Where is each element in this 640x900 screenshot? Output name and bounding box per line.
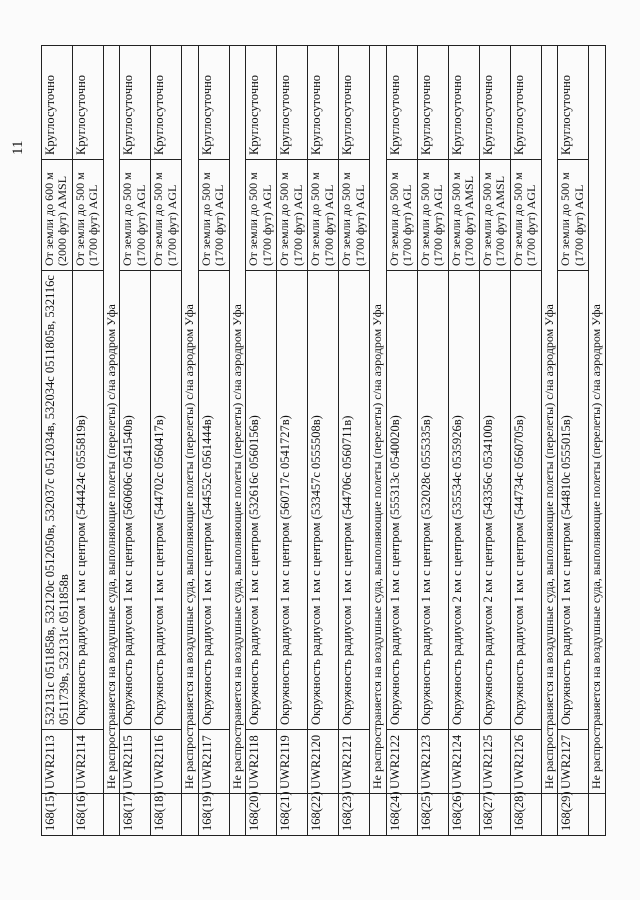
- zone-code-cell: UWR2119: [277, 730, 308, 794]
- row-number-cell: 168(24): [386, 794, 417, 836]
- operating-time-cell: Круглосуточно: [417, 46, 448, 160]
- note-text: Не распространяется на воздушные суда, выполняющие полеты (перелеты) с/на аэродром Уфа: [370, 46, 386, 794]
- altitude-limit-cell: От земли до 500 м (1700 фут) AGL: [198, 160, 229, 271]
- note-empty-cell: [229, 794, 245, 836]
- table-row: [448, 46, 479, 836]
- note-row: [182, 46, 198, 836]
- zone-description-cell: Окружность радиусом 1 км с центром (544734с 0560705в): [510, 271, 541, 730]
- table-row: [73, 46, 104, 836]
- zone-description-cell: Окружность радиусом 1 км с центром (544702с 0560417в): [151, 271, 182, 730]
- table-row: [246, 46, 277, 836]
- row-number-cell: 168(23): [339, 794, 370, 836]
- note-text: Не распространяется на воздушные суда, выполняющие полеты (перелеты) с/на аэродром Уфа: [182, 46, 198, 794]
- operating-time-cell: Круглосуточно: [510, 46, 541, 160]
- table-row: [417, 46, 448, 836]
- altitude-limit-cell: От земли до 500 м (1700 фут) AGL: [386, 160, 417, 271]
- table-row: [339, 46, 370, 836]
- note-text: Не распространяется на воздушные суда, выполняющие полеты (перелеты) с/на аэродром Уфа: [104, 46, 120, 794]
- row-number-cell: 168(25): [417, 794, 448, 836]
- table-row: [479, 46, 510, 836]
- zone-description-cell: Окружность радиусом 1 км с центром (532028с 0555335в): [417, 271, 448, 730]
- row-number-cell: 168(29): [558, 794, 589, 836]
- table-row: [151, 46, 182, 836]
- table-row: [510, 46, 541, 836]
- altitude-limit-cell: От земли до 600 м (2000 фут) AMSL: [42, 160, 73, 271]
- zone-description-cell: Окружность радиусом 1 км с центром (532616с 0560156в): [246, 271, 277, 730]
- operating-time-cell: Круглосуточно: [198, 46, 229, 160]
- zone-code-cell: UWR2126: [510, 730, 541, 794]
- operating-time-cell: Круглосуточно: [339, 46, 370, 160]
- table-body: [42, 46, 606, 836]
- note-empty-cell: [370, 794, 386, 836]
- zone-description-cell: Окружность радиусом 1 км с центром (533457с 0555508в): [308, 271, 339, 730]
- operating-time-cell: Круглосуточно: [42, 46, 73, 160]
- zone-code-cell: UWR2115: [120, 730, 151, 794]
- operating-time-cell: Круглосуточно: [277, 46, 308, 160]
- zone-code-cell: UWR2124: [448, 730, 479, 794]
- row-number-cell: 168(15): [42, 794, 73, 836]
- table-row: [308, 46, 339, 836]
- zone-description-cell: Окружность радиусом 1 км с центром (544424с 0555819в): [73, 271, 104, 730]
- altitude-limit-cell: От земли до 500 м (1700 фут) AGL: [558, 160, 589, 271]
- zone-code-cell: UWR2113: [42, 730, 73, 794]
- operating-time-cell: Круглосуточно: [73, 46, 104, 160]
- operating-time-cell: Круглосуточно: [120, 46, 151, 160]
- row-number-cell: 168(19): [198, 794, 229, 836]
- zone-code-cell: UWR2127: [558, 730, 589, 794]
- altitude-limit-cell: От земли до 500 м (1700 фут) AGL: [151, 160, 182, 271]
- operating-time-cell: Круглосуточно: [448, 46, 479, 160]
- zone-description-cell: Окружность радиусом 1 км с центром (544810с 0555015в): [558, 271, 589, 730]
- row-number-cell: 168(22): [308, 794, 339, 836]
- note-empty-cell: [589, 794, 605, 836]
- table-row: [277, 46, 308, 836]
- note-row: [229, 46, 245, 836]
- row-number-cell: 168(21): [277, 794, 308, 836]
- note-empty-cell: [182, 794, 198, 836]
- operating-time-cell: Круглосуточно: [151, 46, 182, 160]
- note-row: [370, 46, 386, 836]
- zone-description-cell: Окружность радиусом 2 км с центром (535534с 0535926в): [448, 271, 479, 730]
- altitude-limit-cell: От земли до 500 м (1700 фут) AGL: [120, 160, 151, 271]
- altitude-limit-cell: От земли до 500 м (1700 фут) AGL: [339, 160, 370, 271]
- zone-description-cell: Окружность радиусом 1 км с центром (544706с 0560711в): [339, 271, 370, 730]
- zone-description-cell: 532131с 0511858в, 532120с 0512050в, 532037с 0512034в, 532034с 0511805в, 532116с 0511739в, 532131с 0511858в: [42, 271, 73, 730]
- altitude-limit-cell: От земли до 500 м (1700 фут) AGL: [510, 160, 541, 271]
- table-row: [198, 46, 229, 836]
- zone-description-cell: Окружность радиусом 1 км с центром (560717с 0541727в): [277, 271, 308, 730]
- rotated-table-wrapper: [41, 46, 613, 836]
- row-number-cell: 168(16): [73, 794, 104, 836]
- altitude-limit-cell: От земли до 500 м (1700 фут) AGL: [308, 160, 339, 271]
- zone-code-cell: UWR2122: [386, 730, 417, 794]
- row-number-cell: 168(28): [510, 794, 541, 836]
- operating-time-cell: Круглосуточно: [308, 46, 339, 160]
- zone-code-cell: UWR2118: [246, 730, 277, 794]
- altitude-limit-cell: От земли до 500 м (1700 фут) AMSL: [448, 160, 479, 271]
- note-text: Не распространяется на воздушные суда, выполняющие полеты (перелеты) с/на аэродром Уфа: [229, 46, 245, 794]
- note-text: Не распространяется на воздушные суда, выполняющие полеты (перелеты) с/на аэродром Уфа: [541, 46, 557, 794]
- altitude-limit-cell: От земли до 500 м (1700 фут) AGL: [277, 160, 308, 271]
- operating-time-cell: Круглосуточно: [558, 46, 589, 160]
- table-row: [386, 46, 417, 836]
- note-empty-cell: [104, 794, 120, 836]
- row-number-cell: 168(18): [151, 794, 182, 836]
- zone-code-cell: UWR2125: [479, 730, 510, 794]
- zone-code-cell: UWR2121: [339, 730, 370, 794]
- restricted-zones-table: [41, 45, 606, 836]
- operating-time-cell: Круглосуточно: [246, 46, 277, 160]
- row-number-cell: 168(17): [120, 794, 151, 836]
- altitude-limit-cell: От земли до 500 м (1700 фут) AGL: [417, 160, 448, 271]
- note-row: [541, 46, 557, 836]
- row-number-cell: 168(20): [246, 794, 277, 836]
- zone-description-cell: Окружность радиусом 1 км с центром (560606с 0541540в): [120, 271, 151, 730]
- zone-code-cell: UWR2117: [198, 730, 229, 794]
- note-text: Не распространяется на воздушные суда, выполняющие полеты (перелеты) с/на аэродром Уфа: [589, 46, 605, 794]
- row-number-cell: 168(27): [479, 794, 510, 836]
- row-number-cell: 168(26): [448, 794, 479, 836]
- zone-code-cell: UWR2116: [151, 730, 182, 794]
- table-row: [42, 46, 73, 836]
- altitude-limit-cell: От земли до 500 м (1700 фут) AMSL: [479, 160, 510, 271]
- operating-time-cell: Круглосуточно: [479, 46, 510, 160]
- altitude-limit-cell: От земли до 500 м (1700 фут) AGL: [73, 160, 104, 271]
- zone-code-cell: UWR2114: [73, 730, 104, 794]
- note-empty-cell: [541, 794, 557, 836]
- page-number: 11: [10, 140, 26, 155]
- note-row: [104, 46, 120, 836]
- table-row: [558, 46, 589, 836]
- note-row: [589, 46, 605, 836]
- operating-time-cell: Круглосуточно: [386, 46, 417, 160]
- zone-description-cell: Окружность радиусом 2 км с центром (543356с 0534100в): [479, 271, 510, 730]
- zone-code-cell: UWR2120: [308, 730, 339, 794]
- altitude-limit-cell: От земли до 500 м (1700 фут) AGL: [246, 160, 277, 271]
- zone-code-cell: UWR2123: [417, 730, 448, 794]
- zone-description-cell: Окружность радиусом 1 км с центром (555313с 0540020в): [386, 271, 417, 730]
- zone-description-cell: Окружность радиусом 1 км с центром (544552с 0561444в): [198, 271, 229, 730]
- table-row: [120, 46, 151, 836]
